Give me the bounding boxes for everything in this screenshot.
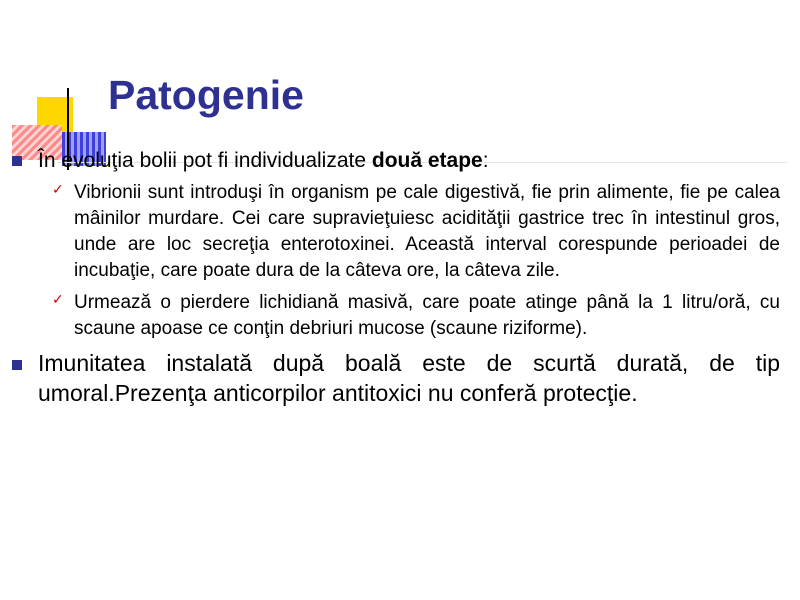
- sub-bullet-text: Urmează o pierdere lichidiană masivă, care poate atinge până la 1 litru/oră, cu scaune apoase ce conţin debriuri mucose (scaune riziforme).: [74, 292, 780, 339]
- square-bullet-icon: [12, 156, 22, 166]
- sub-bullet-item: [52, 180, 780, 284]
- bullet-text-part: În evoluţia bolii pot fi individualizate: [38, 149, 372, 172]
- sub-bullet-text: Vibrionii sunt introduşi în organism pe cale digestivă, fie prin alimente, fie pe calea mâinilor murdare. Cei care supravieţuiesc acidităţii gastrice trec în intestinul gros, unde are loc secreţia enterotoxinei. Această interval corespunde perioadei de incubaţie, care poate dura de la câteva ore, la câteva zile.: [74, 182, 780, 281]
- sub-bullet-item: [52, 290, 780, 342]
- bullet-text: [38, 148, 780, 174]
- bullet-text-part: :: [482, 149, 489, 172]
- bullet-text: Imunitatea instalată după boală este de scurtă durată, de tip umoral.Prezenţa anticorpilor antitoxici nu conferă protecţie.: [38, 350, 780, 406]
- slide-content: [0, 148, 800, 408]
- bullet-item: [38, 148, 780, 174]
- square-bullet-icon: [12, 360, 22, 370]
- checkmark-icon: ✓: [52, 292, 64, 308]
- bullet-text-bold: două etape: [371, 149, 483, 172]
- bullet-item: [38, 348, 780, 408]
- checkmark-icon: ✓: [52, 182, 64, 198]
- slide-title: Patogenie: [108, 72, 304, 118]
